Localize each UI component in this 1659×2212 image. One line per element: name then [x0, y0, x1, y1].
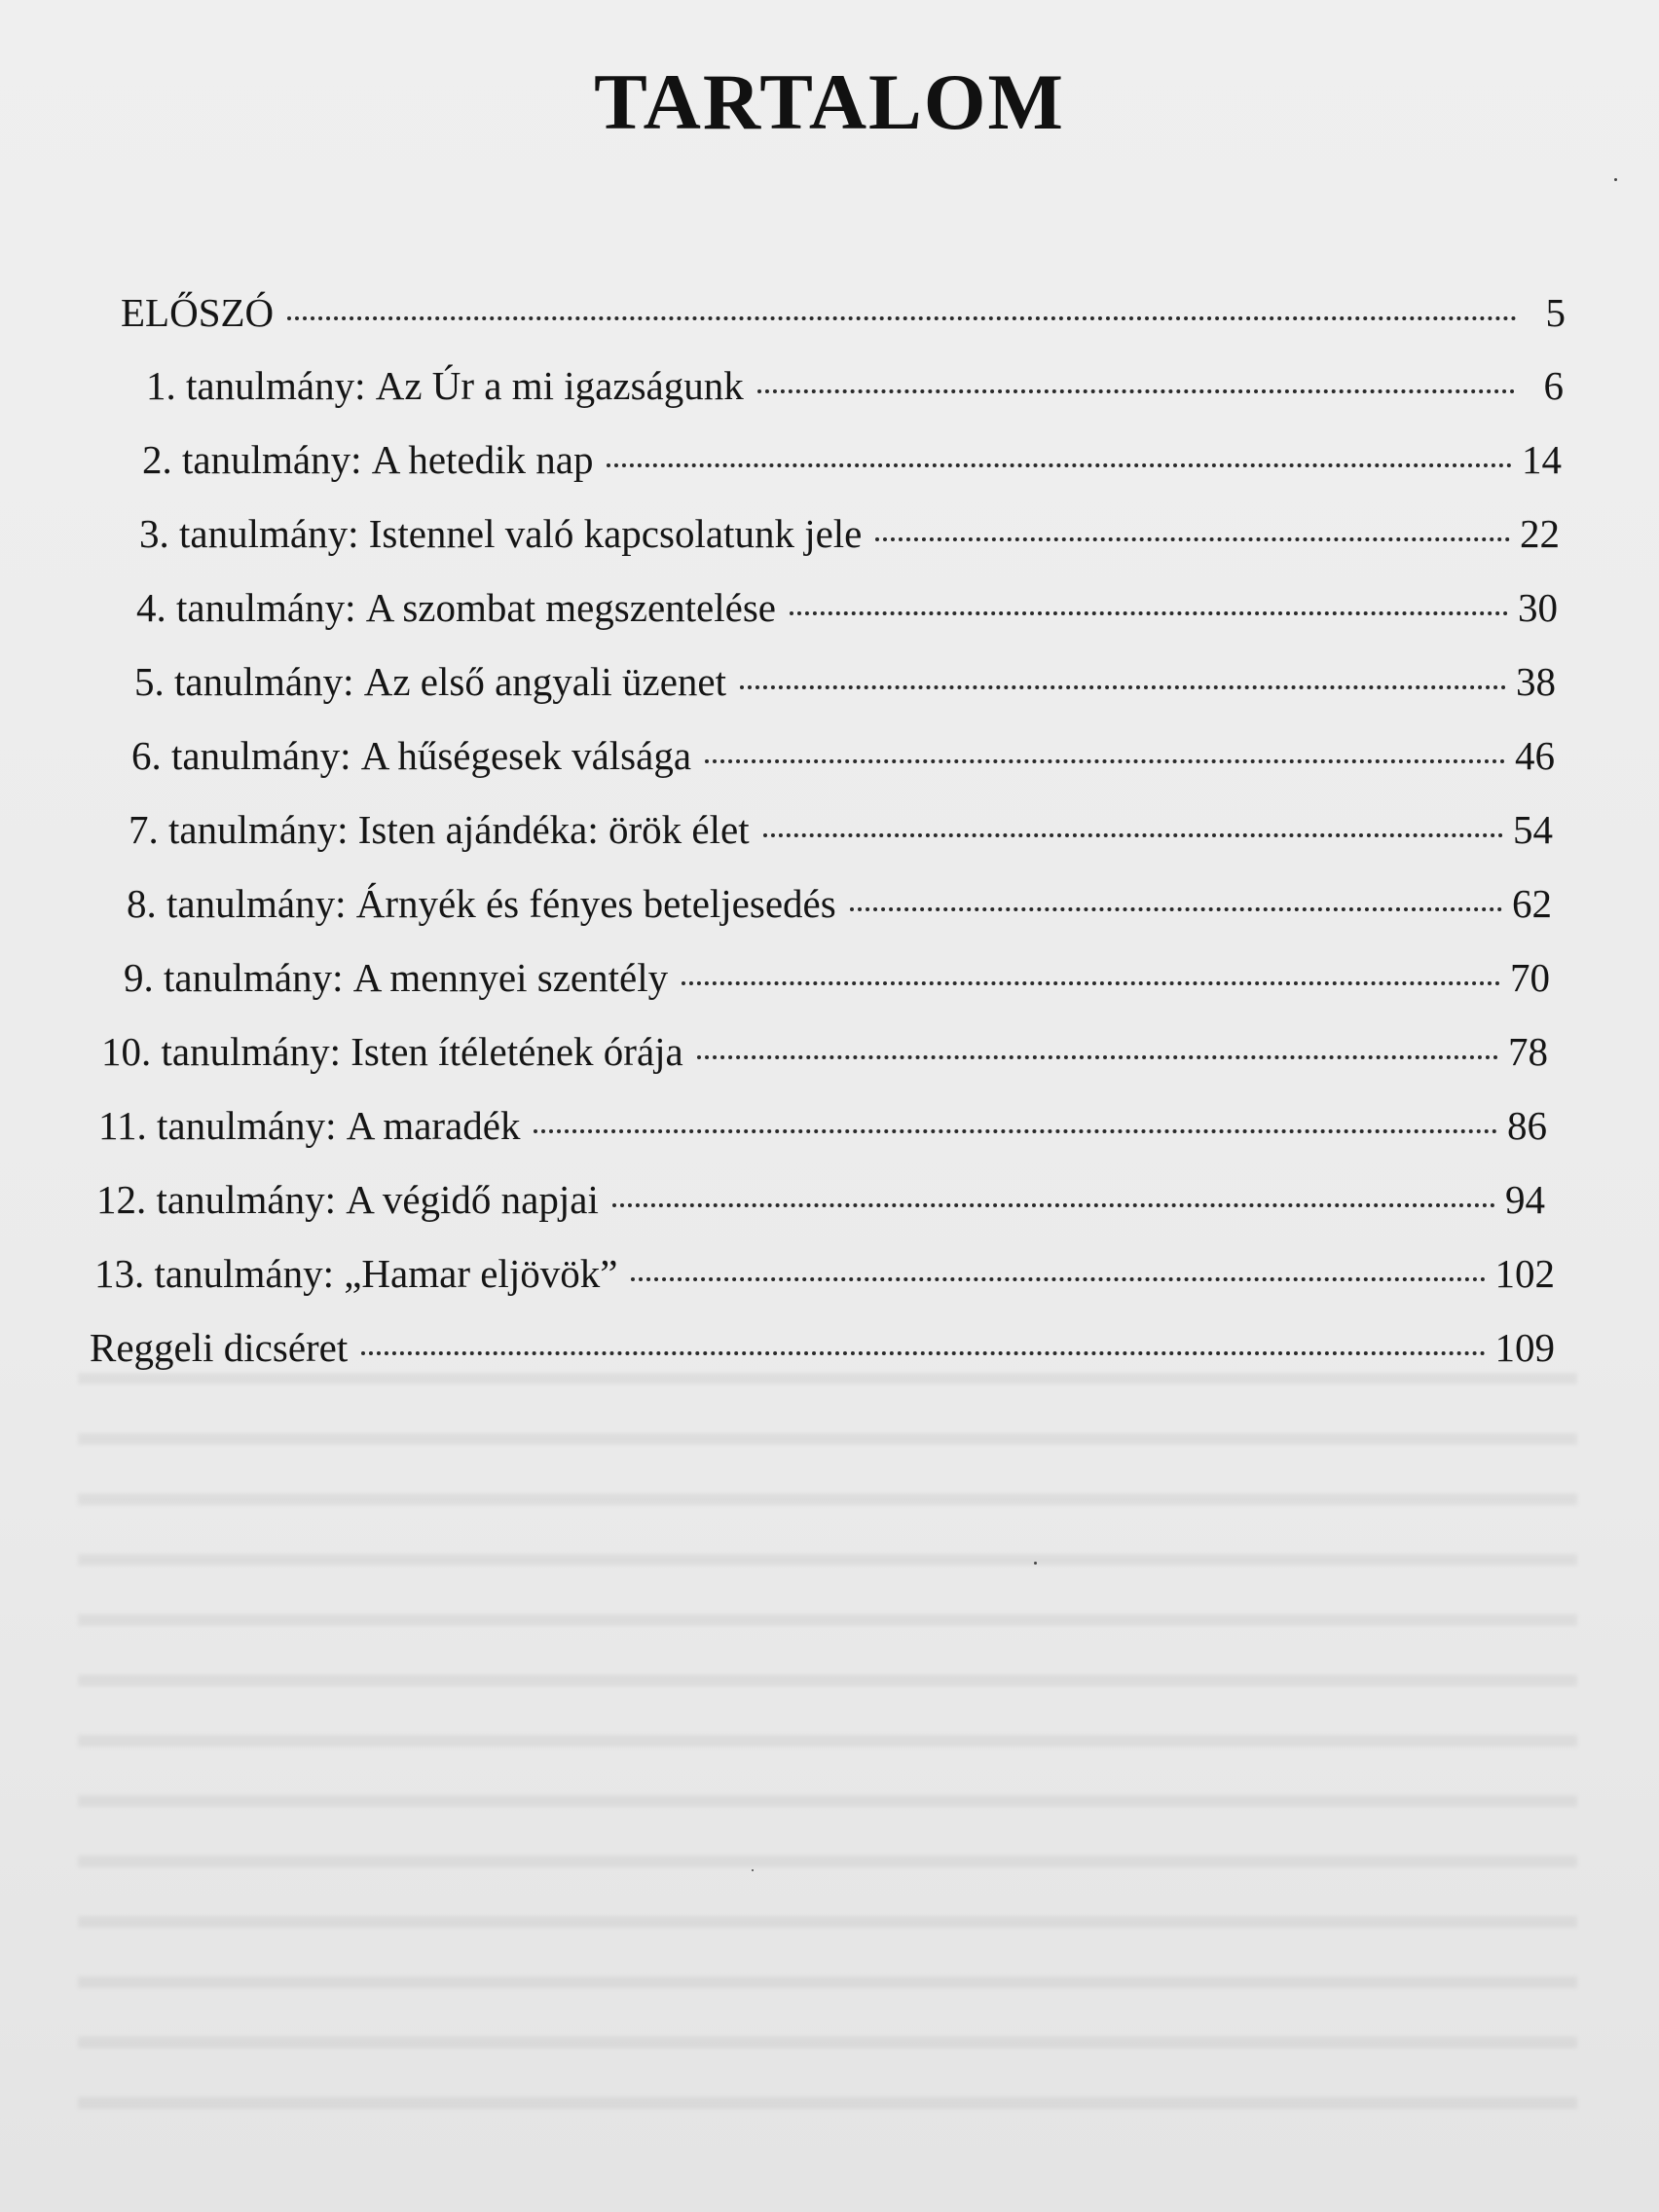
toc-entry-study-4: 4. tanulmány : A szombat megszentelése 30 [136, 585, 1558, 630]
toc-page-number: 102 [1494, 1251, 1555, 1296]
study-number: 4. [136, 585, 166, 630]
toc-entry-label: Reggeli dicséret [90, 1325, 349, 1370]
dot-leader [631, 1277, 1485, 1281]
study-number: 3. [139, 511, 169, 556]
toc-page-number: 14 [1522, 437, 1562, 482]
study-label: tanulmány [171, 733, 341, 778]
study-heading: Isten ajándéka: örök élet [357, 807, 750, 852]
study-label: tanulmány [174, 659, 344, 704]
study-heading: „Hamar eljövök” [344, 1251, 618, 1296]
page-title: TARTALOM [594, 57, 1065, 146]
study-label: tanulmány [156, 1177, 325, 1222]
dot-leader [682, 981, 1500, 985]
toc-entry-preface [121, 288, 1566, 337]
dot-leader [287, 316, 1517, 320]
dot-leader [612, 1203, 1495, 1207]
study-heading: A végidő napjai [346, 1177, 599, 1222]
study-heading: Istennel való kapcsolatunk jele [368, 511, 863, 556]
study-label: tanulmány [168, 807, 338, 852]
dot-leader [697, 1055, 1498, 1059]
study-heading: Árnyék és fényes beteljesedés [355, 881, 836, 926]
dot-leader [607, 463, 1512, 467]
dot-leader [850, 907, 1502, 911]
study-number: 12. [96, 1177, 147, 1222]
toc-page-number: 62 [1512, 881, 1552, 926]
study-number: 7. [129, 807, 159, 852]
dot-leader [875, 537, 1510, 541]
study-label: tanulmány [176, 585, 346, 630]
study-heading: Az Úr a mi igazságunk [375, 363, 744, 408]
paper-speck [1614, 178, 1617, 181]
study-label: tanulmány [154, 1251, 323, 1296]
toc-entry-study-9: 9. tanulmány : A mennyei szentély 70 [124, 955, 1550, 1000]
toc-page-number: 109 [1494, 1325, 1555, 1370]
study-number: 9. [124, 955, 154, 1000]
paper-speck [752, 1869, 754, 1871]
toc-page-number: 94 [1505, 1177, 1545, 1222]
study-number: 2. [142, 437, 172, 482]
study-heading: Az első angyali üzenet [363, 659, 726, 704]
study-number: 8. [127, 881, 157, 926]
study-number: 6. [131, 733, 162, 778]
toc-entry-study-8: 8. tanulmány : Árnyék és fényes beteljesedés 62 [127, 881, 1552, 926]
study-label: tanulmány [179, 511, 349, 556]
study-number: 11. [98, 1103, 147, 1148]
toc-entry-study-11: 11. tanulmány : A maradék 86 [98, 1103, 1547, 1148]
study-heading: A mennyei szentély [352, 955, 669, 1000]
toc-page-number: 46 [1515, 733, 1555, 778]
study-label: tanulmány [161, 1029, 330, 1074]
toc-entry-study-2: 2. tanulmány : A hetedik nap 14 [142, 437, 1562, 482]
dot-leader [534, 1129, 1497, 1133]
study-number: 13. [94, 1251, 145, 1296]
study-label: tanulmány [186, 363, 355, 408]
study-label: tanulmány [166, 881, 336, 926]
dot-leader [361, 1351, 1485, 1355]
toc-entry-study-5: 5. tanulmány : Az első angyali üzenet 38 [134, 659, 1556, 704]
study-heading: Isten ítéletének órája [350, 1029, 683, 1074]
dot-leader [705, 759, 1505, 763]
toc-page-number: 38 [1516, 659, 1556, 704]
study-label: tanulmány [156, 1103, 326, 1148]
dot-leader [740, 685, 1506, 689]
toc-page-number: 30 [1518, 585, 1558, 630]
toc-entry-label: ELŐSZÓ [121, 290, 275, 335]
toc-page-number: 78 [1508, 1029, 1548, 1074]
toc-entry-study-12: 12. tanulmány : A végidő napjai 94 [96, 1177, 1545, 1222]
study-number: 10. [101, 1029, 152, 1074]
toc-entry-study-7: 7. tanulmány : Isten ajándéka: örök élet 54 [129, 807, 1553, 852]
toc-entry-study-10: 10. tanulmány : Isten ítéletének órája 78 [101, 1029, 1548, 1074]
study-number: 1. [146, 363, 176, 408]
study-label: tanulmány [182, 437, 351, 482]
study-heading: A hetedik nap [371, 437, 594, 482]
study-heading: A maradék [346, 1103, 521, 1148]
toc-entry-closing [90, 1323, 1555, 1372]
toc-page-number: 5 [1545, 290, 1566, 335]
dot-leader [790, 611, 1508, 615]
study-heading: A hűségesek válsága [360, 733, 692, 778]
dot-leader [763, 833, 1503, 837]
study-label: tanulmány [164, 955, 333, 1000]
toc-page-number: 22 [1520, 511, 1560, 556]
toc-page-number: 86 [1507, 1103, 1547, 1148]
toc-entry-study-3: 3. tanulmány : Istennel való kapcsolatunk jele 22 [139, 511, 1560, 556]
toc-page-number: 6 [1543, 363, 1564, 408]
dot-leader [757, 389, 1515, 393]
toc-entry-study-13: 13. tanulmány : „Hamar eljövök” 102 [94, 1251, 1555, 1296]
toc-page-number: 54 [1513, 807, 1553, 852]
study-heading: A szombat megszentelése [365, 585, 776, 630]
toc-entry-study-6: 6. tanulmány : A hűségesek válsága 46 [131, 733, 1555, 778]
toc-page-number: 70 [1510, 955, 1550, 1000]
study-number: 5. [134, 659, 165, 704]
paper-speck [1034, 1562, 1037, 1565]
toc-entry-study-1: 1. tanulmány : Az Úr a mi igazságunk 6 [146, 363, 1564, 408]
